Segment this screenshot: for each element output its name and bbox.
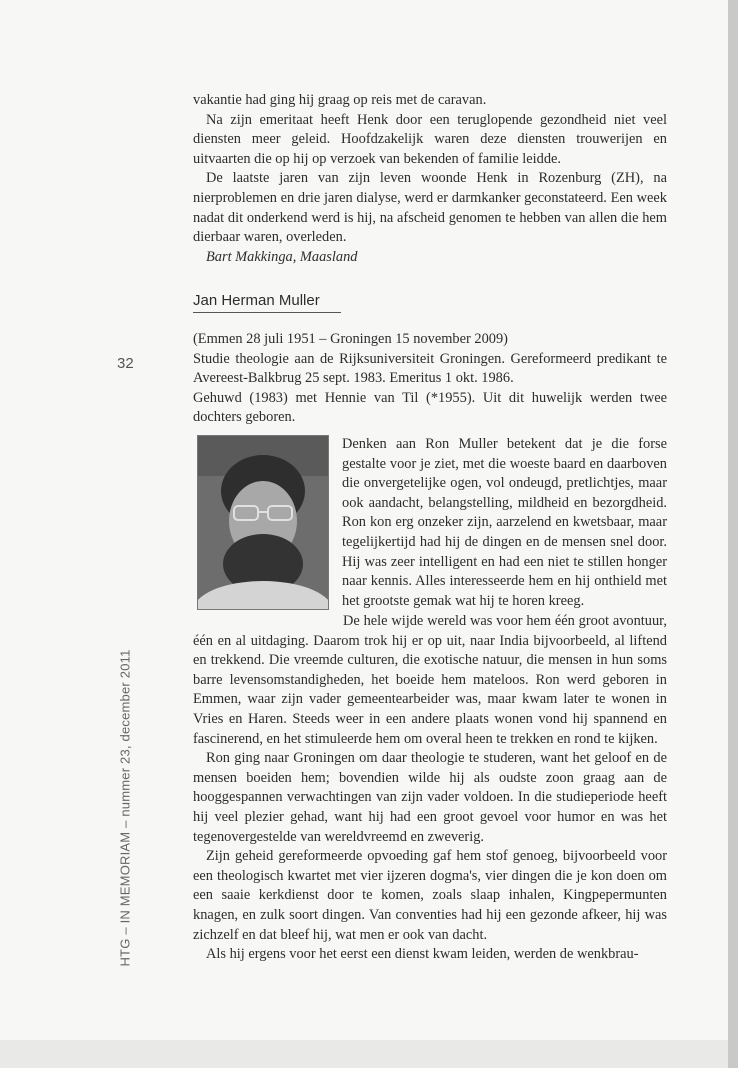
paragraph: Ron ging naar Groningen om daar theologie te studeren, want het geloof en de mensen boeiden hem; bovendien wilde hij als oudste zoon graag aan de hooggespannen verwachtingen van zijn vader voldoen. In die studieperiode heeft hij veel plezier gehad, want hij had een groot gevoel voor humor en was het tegenovergestelde van wereldvreemd en zweverig. [193,750,667,845]
body-text [193,612,667,965]
paragraph: De laatste jaren van zijn leven woonde Henk in Rozenburg (ZH), na nierproblemen en drie jaren dialyse, werd er darmkanker geconstateerd. Een week nadat dit onderkend werd is hij, na afscheid genomen te hebben van allen die hem dierbaar waren, overleden. [193,170,667,246]
paragraph: Zijn geheid gereformeerde opvoeding gaf hem stof genoeg, bijvoorbeeld voor een theologisch kwartet met vier ijzeren dogma's, vier dingen die je kon doen om een saaie kerkdienst door te komen, zoals slaap inhalen, Kingpepermunten knagen, en zulk soort dingen. Van conventies had hij een gezonde afkeer, hij was zichzelf en dat bleef hij, wat men er ook van dacht. [193,848,667,943]
bio-block [193,330,667,428]
top-text [193,91,667,267]
running-head: HTG – IN MEMORIAM – nummer 23, december 2011 [117,649,133,967]
paragraph: Als hij ergens voor het eerst een dienst kwam leiden, werden de wenkbrau- [206,946,639,963]
text-beside-photo [342,435,667,611]
bio-line: Studie theologie aan de Rijksuniversiteit Groningen. Gereformeerd predikant te Avereest-Balkbrug 25 sept. 1983. Emeritus 1 okt. 1986. [193,350,667,387]
paragraph: Denken aan Ron Muller betekent dat je die forse gestalte voor je ziet, met die woeste baard en daarboven die onvergetelijke ogen, vol ondeugd, pretlichtjes, maar ook aandacht, belangstelling, mildheid en bezorgdheid. Ron kon erg onzeker zijn, aarzelend en kwetsbaar, maar tegelijkertijd had hij de dingen en de mensen snel door. Hij was zeer intelligent en had een niet te stillen honger naar kennis. Alles interesseerde hem en hij onthield met het grootste gemak wat hij te horen kreeg. [342,436,667,609]
page-number: 32 [117,355,134,372]
signature: Bart Makkinga, Maasland [206,248,358,265]
page-edge [728,0,738,1068]
section-title: Jan Herman Muller [193,292,320,309]
bio-line: Gehuwd (1983) met Hennie van Til (*1955). Uit dit huwelijk werden twee dochters geboren. [193,389,667,426]
portrait-photo [197,435,329,610]
bio-line: (Emmen 28 juli 1951 – Groningen 15 november 2009) [193,331,508,347]
paragraph: vakantie had ging hij graag op reis met de caravan. [193,92,487,108]
scan-margin [0,1040,728,1068]
paragraph: Na zijn emeritaat heeft Henk door een teruglopende gezondheid niet veel diensten meer geleid. Hoofdzakelijk waren deze diensten trouwerijen en uitvaarten die op hij op verzoek van bekenden of familie leidde. [193,111,667,167]
paragraph: De hele wijde wereld was voor hem één groot avontuur, één en al uitdaging. Daarom trok hij er op uit, naar India bijvoorbeeld, al liftend en trekkend. Die vreemde culturen, die exotische natuur, die mensen in hun soms barre levensomstandigheden, het boeide hem mateloos. Ron werd geboren in Emmen, waar zijn vader gemeentearbeider was, maar kwam later te wonen in Vries en Haren. Steeds weer in een andere plaats wonen vond hij spannend en fascinerend, en het stimuleerde hem om overal heen te trekken en rond te kijken. [193,613,667,747]
title-underline [193,312,341,313]
